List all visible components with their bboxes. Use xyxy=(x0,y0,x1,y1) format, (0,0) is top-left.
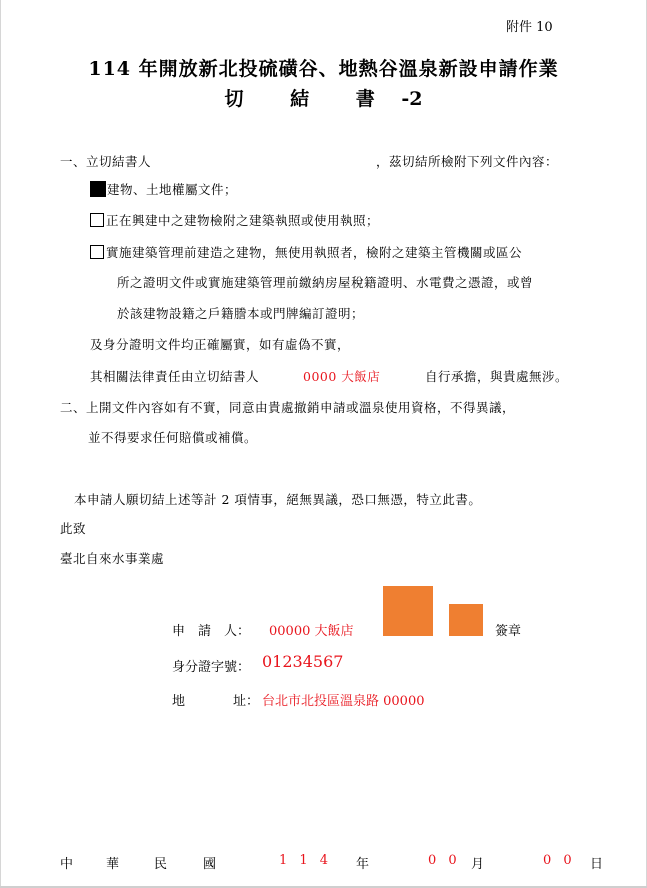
applicant-label: 申 請 人： xyxy=(172,624,251,639)
unchecked-checkbox-icon[interactable] xyxy=(90,245,104,259)
attachment-label: 附件 10 xyxy=(506,20,553,35)
seal-label: 簽章 xyxy=(495,624,522,639)
company-seal xyxy=(383,586,433,636)
document-subtitle xyxy=(0,84,647,111)
address-value: 台北市北投區溫泉路 00000 xyxy=(262,694,425,709)
item3 xyxy=(90,243,522,261)
date-era-2: 華 xyxy=(106,857,120,872)
date-era-3: 民 xyxy=(154,857,168,872)
date-year-label: 年 xyxy=(356,857,370,872)
item2 xyxy=(90,211,379,229)
section1-lead-end: ，茲切結所檢附下列文件內容： xyxy=(376,154,559,169)
address-label-b: 址： xyxy=(233,694,260,709)
liability-prefix: 其相關法律責任由立切結書人 xyxy=(90,369,260,384)
date-year: 1 1 4 xyxy=(279,853,333,868)
document-title: 114 年開放新北投硫磺谷、地熱谷溫泉新設申請作業 xyxy=(88,58,559,80)
section1-label: 一、立切結書人 xyxy=(60,154,152,169)
subtitle-suffix: -2 xyxy=(394,88,423,110)
address-label-a: 地 xyxy=(172,694,186,709)
item1 xyxy=(90,180,237,198)
section2-line1: 二、上開文件內容如有不實，同意由貴處撤銷申請或溫泉使用資格，不得異議， xyxy=(60,400,516,415)
item3-text-line1: 實施建築管理前建造之建物，無使用執照者，檢附之建築主管機關或區公 xyxy=(106,245,523,260)
page-border-left xyxy=(0,0,1,888)
checked-checkbox-icon[interactable] xyxy=(90,181,106,197)
applicant-value: 00000 大飯店 xyxy=(269,624,354,639)
date-month-label: 月 xyxy=(471,857,485,872)
date-era-4: 國 xyxy=(203,857,217,872)
liability-suffix: 自行承擔，與貴處無涉。 xyxy=(425,369,569,384)
item3-text-line3: 於該建物設籍之戶籍謄本或門牌編訂證明； xyxy=(117,306,365,321)
item2-text: 正在興建中之建物檢附之建築執照或使用執照； xyxy=(106,213,380,228)
date-era-1: 中 xyxy=(60,857,74,872)
date-month: 0 0 xyxy=(428,853,461,868)
item1-text: 建物、土地權屬文件； xyxy=(107,182,238,197)
representative-seal xyxy=(449,604,483,636)
liability-name: 0000 大飯店 xyxy=(303,369,381,384)
date-day: 0 0 xyxy=(543,853,576,868)
date-day-label: 日 xyxy=(590,857,604,872)
id-document-line: 及身分證明文件均正確屬實，如有虛偽不實， xyxy=(90,337,351,352)
recipient: 臺北自來水事業處 xyxy=(60,551,165,566)
id-value: 01234567 xyxy=(262,652,344,671)
item3-text-line2: 所之證明文件或實施建築管理前繳納房屋稅籍證明、水電費之憑證，或曾 xyxy=(117,275,534,290)
closing-statement: 本申請人願切結上述等計 2 項情事，絕無異議，恐口無憑，特立此書。 xyxy=(74,492,482,507)
unchecked-checkbox-icon[interactable] xyxy=(90,213,104,227)
closing-to: 此致 xyxy=(60,521,87,536)
subtitle-main: 切 結 書 xyxy=(224,88,395,110)
section2-line2: 並不得要求任何賠償或補償。 xyxy=(88,430,258,445)
id-label: 身分證字號： xyxy=(172,660,251,675)
